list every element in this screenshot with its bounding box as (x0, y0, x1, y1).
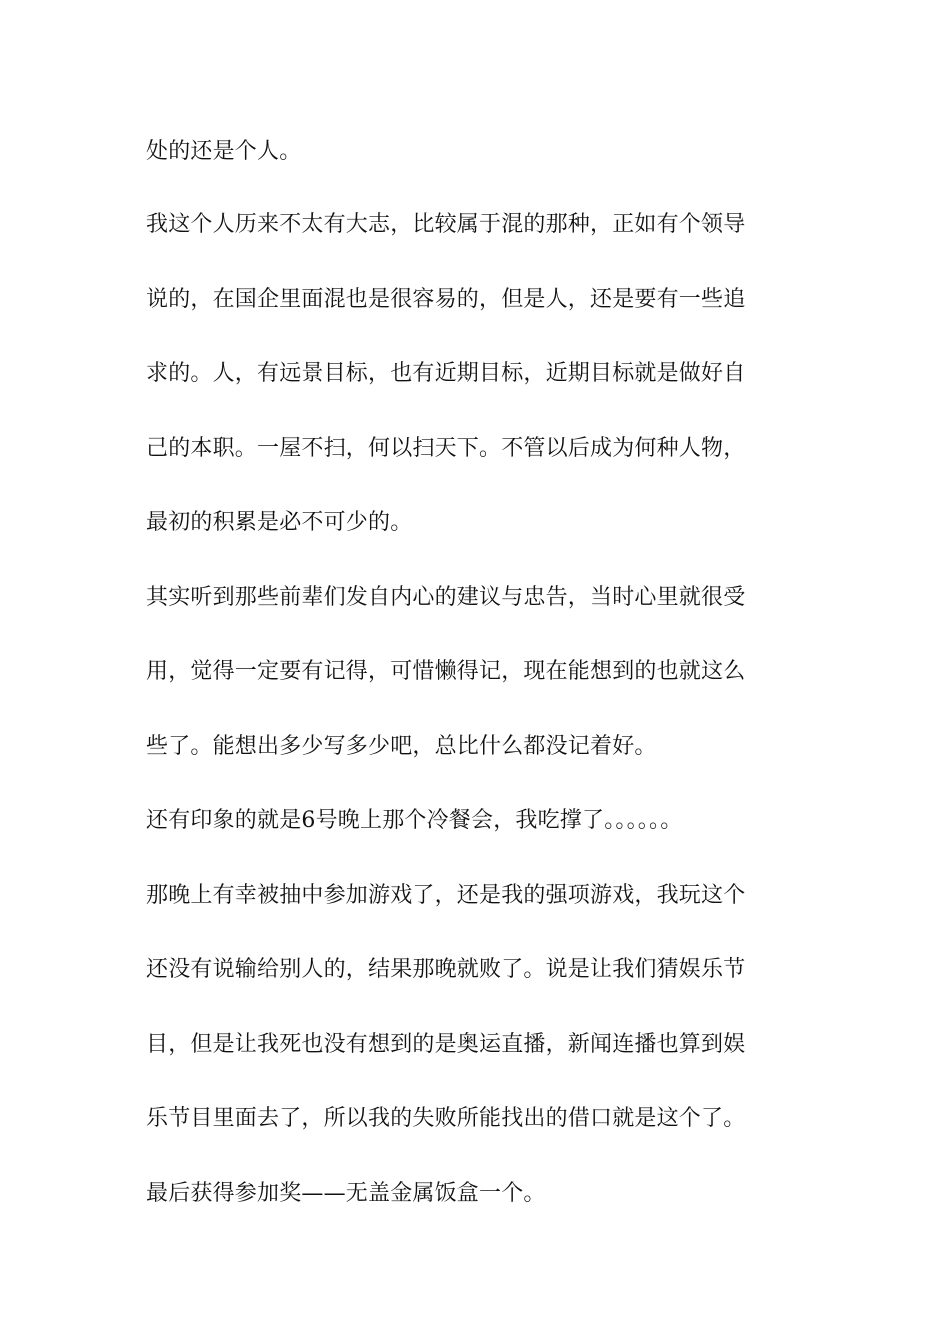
text-line: 最初的积累是必不可少的。 (146, 510, 413, 535)
text-line: 目，但是让我死也没有想到的是奥运直播，新闻连播也算到娱 (146, 1032, 746, 1057)
text-line: 己的本职。一屋不扫，何以扫天下。不管以后成为何种人物， (146, 436, 746, 461)
text-line: 我这个人历来不太有大志，比较属于混的那种，正如有个领导 (146, 212, 746, 237)
text-line: 最后获得参加奖——无盖金属饭盒一个。 (146, 1181, 546, 1206)
text-line: 用，觉得一定要有记得，可惜懒得记，现在能想到的也就这么 (146, 659, 746, 684)
text-line: 求的。人，有远景目标，也有近期目标，近期目标就是做好自 (146, 361, 746, 386)
text-line: 还有印象的就是6号晚上那个冷餐会，我吃撑了。。。。。。 (146, 808, 683, 833)
text-line: 处的还是个人。 (146, 139, 302, 164)
text-line: 还没有说输给别人的，结果那晚就败了。说是让我们猜娱乐节 (146, 957, 746, 982)
text-line: 些了。能想出多少写多少吧，总比什么都没记着好。 (146, 734, 657, 759)
text-line: 那晚上有幸被抽中参加游戏了，还是我的强项游戏，我玩这个 (146, 883, 746, 908)
text-line: 其实听到那些前辈们发自内心的建议与忠告，当时心里就很受 (146, 585, 746, 610)
text-line: 乐节目里面去了，所以我的失败所能找出的借口就是这个了。 (146, 1106, 746, 1131)
text-line: 说的，在国企里面混也是很容易的，但是人，还是要有一些追 (146, 287, 746, 312)
